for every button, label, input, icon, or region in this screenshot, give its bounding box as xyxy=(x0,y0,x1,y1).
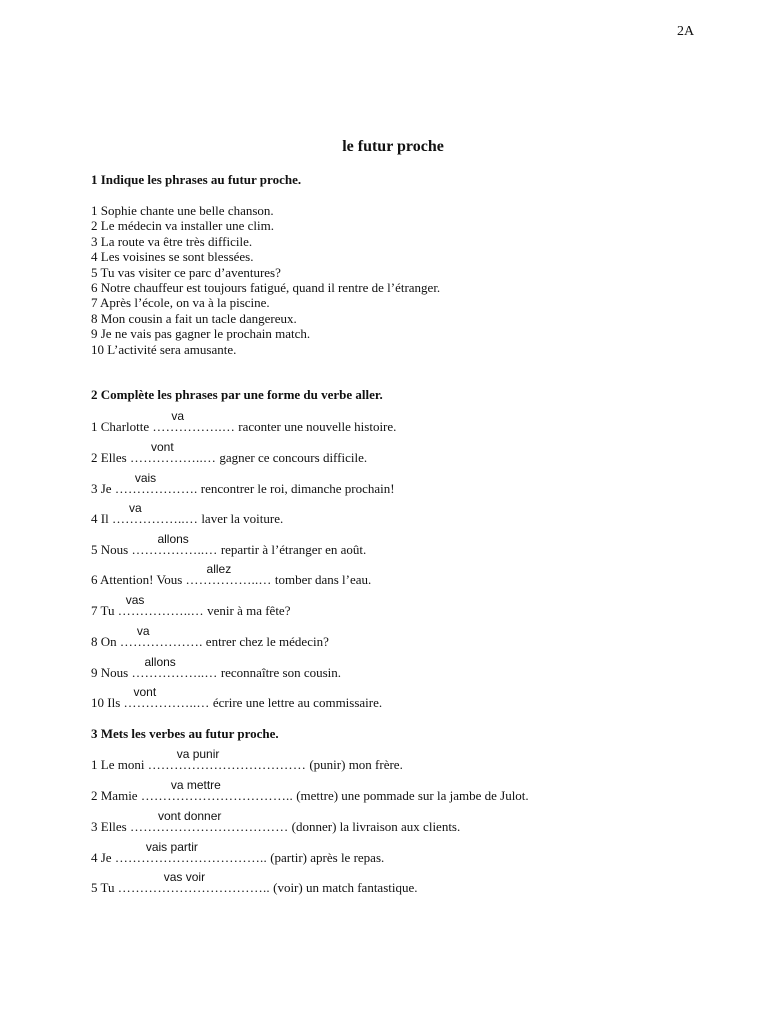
item-suffix: entrer chez le médecin? xyxy=(202,634,329,649)
answer-blank[interactable] xyxy=(123,685,210,711)
answer-text: vas voir xyxy=(163,870,206,884)
item-prefix: 5 Tu xyxy=(91,880,118,895)
sentence-4: 4 Les voisines se sont blessées. xyxy=(91,249,254,265)
answer-blank[interactable] xyxy=(130,809,289,835)
exercise2-item xyxy=(91,593,291,619)
blank-dots: ………………. xyxy=(119,634,203,649)
sentence-2: 2 Le médecin va installer une clim. xyxy=(91,218,275,234)
sentence-6: 6 Notre chauffeur est toujours fatigué, quand il rentre de l’étranger. xyxy=(91,280,441,296)
blank-dots: ……………..… xyxy=(130,450,217,465)
answer-text: vont donner xyxy=(158,809,222,823)
blank-dots: ……………..… xyxy=(123,695,210,710)
answer-blank[interactable] xyxy=(147,747,307,773)
blank-dots: ………………. xyxy=(114,481,198,496)
item-prefix: 3 Je xyxy=(91,481,115,496)
sentence-7: 7 Après l’école, on va à la piscine. xyxy=(91,295,270,311)
blank-dots: …………….… xyxy=(152,419,236,434)
answer-text: allons xyxy=(157,532,189,546)
answer-text: va xyxy=(171,409,185,423)
answer-blank[interactable] xyxy=(111,501,199,527)
answer-blank[interactable] xyxy=(114,840,267,866)
blank-dots: …………………………….. xyxy=(140,788,293,803)
exercise2-item xyxy=(91,655,342,681)
answer-text: va mettre xyxy=(170,778,221,792)
answer-blank[interactable] xyxy=(130,440,217,466)
answer-text: va xyxy=(136,624,150,638)
answer-blank[interactable] xyxy=(152,409,236,435)
item-prefix: 6 Attention! Vous xyxy=(91,572,186,587)
exercise2-item xyxy=(91,562,372,588)
answer-text: allons xyxy=(144,655,176,669)
item-prefix: 5 Nous xyxy=(91,542,132,557)
page-code: 2A xyxy=(677,24,695,39)
sentence-10: 10 L’activité sera amusante. xyxy=(91,341,237,357)
item-suffix: (voir) un match fantastique. xyxy=(269,880,418,895)
item-suffix: (partir) après le repas. xyxy=(266,850,385,865)
item-prefix: 3 Elles xyxy=(91,819,130,834)
item-suffix: raconter une nouvelle histoire. xyxy=(235,419,397,434)
blank-dots: ……………………………… xyxy=(147,757,307,772)
item-prefix: 4 Il xyxy=(91,511,112,526)
answer-text: vont xyxy=(133,685,157,699)
blank-dots: ……………..… xyxy=(185,572,272,587)
answer-blank[interactable] xyxy=(131,532,218,558)
sentence-9: 9 Je ne vais pas gagner le prochain match. xyxy=(91,326,311,342)
item-suffix: gagner ce concours difficile. xyxy=(216,450,368,465)
item-suffix: reconnaître son cousin. xyxy=(217,665,342,680)
answer-text: allez xyxy=(206,562,232,576)
answer-blank[interactable] xyxy=(114,471,198,497)
item-prefix: 7 Tu xyxy=(91,603,118,618)
sentence-8: 8 Mon cousin a fait un tacle dangereux. xyxy=(91,310,297,326)
exercise2-item xyxy=(91,685,383,711)
answer-blank[interactable] xyxy=(140,778,293,804)
item-prefix: 10 Ils xyxy=(91,695,124,710)
answer-blank[interactable] xyxy=(131,655,218,681)
item-prefix: 4 Je xyxy=(91,850,115,865)
section3-heading: 3 Mets les verbes au futur proche. xyxy=(91,726,279,741)
answer-blank[interactable] xyxy=(117,593,204,619)
item-prefix: 8 On xyxy=(91,634,120,649)
answer-text: vais partir xyxy=(145,840,198,854)
item-prefix: 9 Nous xyxy=(91,665,132,680)
exercise2-item xyxy=(91,501,284,527)
item-prefix: 2 Elles xyxy=(91,450,130,465)
item-prefix: 1 Le moni xyxy=(91,757,148,772)
item-prefix: 1 Charlotte xyxy=(91,419,153,434)
answer-text: va punir xyxy=(176,747,220,761)
blank-dots: ……………..… xyxy=(117,603,204,618)
answer-blank[interactable] xyxy=(119,624,203,650)
item-suffix: (punir) mon frère. xyxy=(306,757,403,772)
item-suffix: laver la voiture. xyxy=(198,511,284,526)
item-suffix: venir à ma fête? xyxy=(203,603,291,618)
page-title: le futur proche xyxy=(342,138,444,155)
blank-dots: ……………………………… xyxy=(130,819,289,834)
sentence-3: 3 La route va être très difficile. xyxy=(91,233,253,249)
item-prefix: 2 Mamie xyxy=(91,788,141,803)
blank-dots: ……………..… xyxy=(111,511,199,526)
blank-dots: ……………..… xyxy=(131,665,218,680)
exercise3-item xyxy=(91,747,403,773)
blank-dots: …………………………….. xyxy=(117,880,270,895)
exercise3-item xyxy=(91,778,529,804)
answer-blank[interactable] xyxy=(185,562,272,588)
section2-heading: 2 Complète les phrases par une forme du verbe aller. xyxy=(91,387,383,402)
exercise2-item xyxy=(91,440,368,466)
item-suffix: (donner) la livraison aux clients. xyxy=(288,819,461,834)
blank-dots: ……………..… xyxy=(131,542,218,557)
answer-text: va xyxy=(128,501,142,515)
answer-text: vont xyxy=(151,440,174,454)
item-suffix: repartir à l’étranger en août. xyxy=(217,542,367,557)
item-suffix: tomber dans l’eau. xyxy=(271,572,372,587)
item-suffix: rencontrer le roi, dimanche prochain! xyxy=(197,481,395,496)
item-suffix: écrire une lettre au commissaire. xyxy=(209,695,383,710)
sentence-5: 5 Tu vas visiter ce parc d’aventures? xyxy=(91,264,281,280)
exercise3-item xyxy=(91,840,385,866)
exercise2-item xyxy=(91,409,397,435)
answer-text: vais xyxy=(134,471,157,485)
item-suffix: (mettre) une pommade sur la jambe de Julot. xyxy=(292,788,529,803)
section1-sentence-list xyxy=(91,203,440,357)
exercise2-item xyxy=(91,471,395,497)
exercise2-item xyxy=(91,624,329,650)
exercise2-item xyxy=(91,532,367,558)
answer-text: vas xyxy=(125,593,145,607)
section1-heading: 1 Indique les phrases au futur proche. xyxy=(91,172,302,187)
exercise3-item xyxy=(91,809,461,835)
exercise3-item xyxy=(91,870,418,896)
answer-blank[interactable] xyxy=(117,870,270,896)
sentence-1: 1 Sophie chante une belle chanson. xyxy=(91,203,274,218)
blank-dots: …………………………….. xyxy=(114,850,267,865)
